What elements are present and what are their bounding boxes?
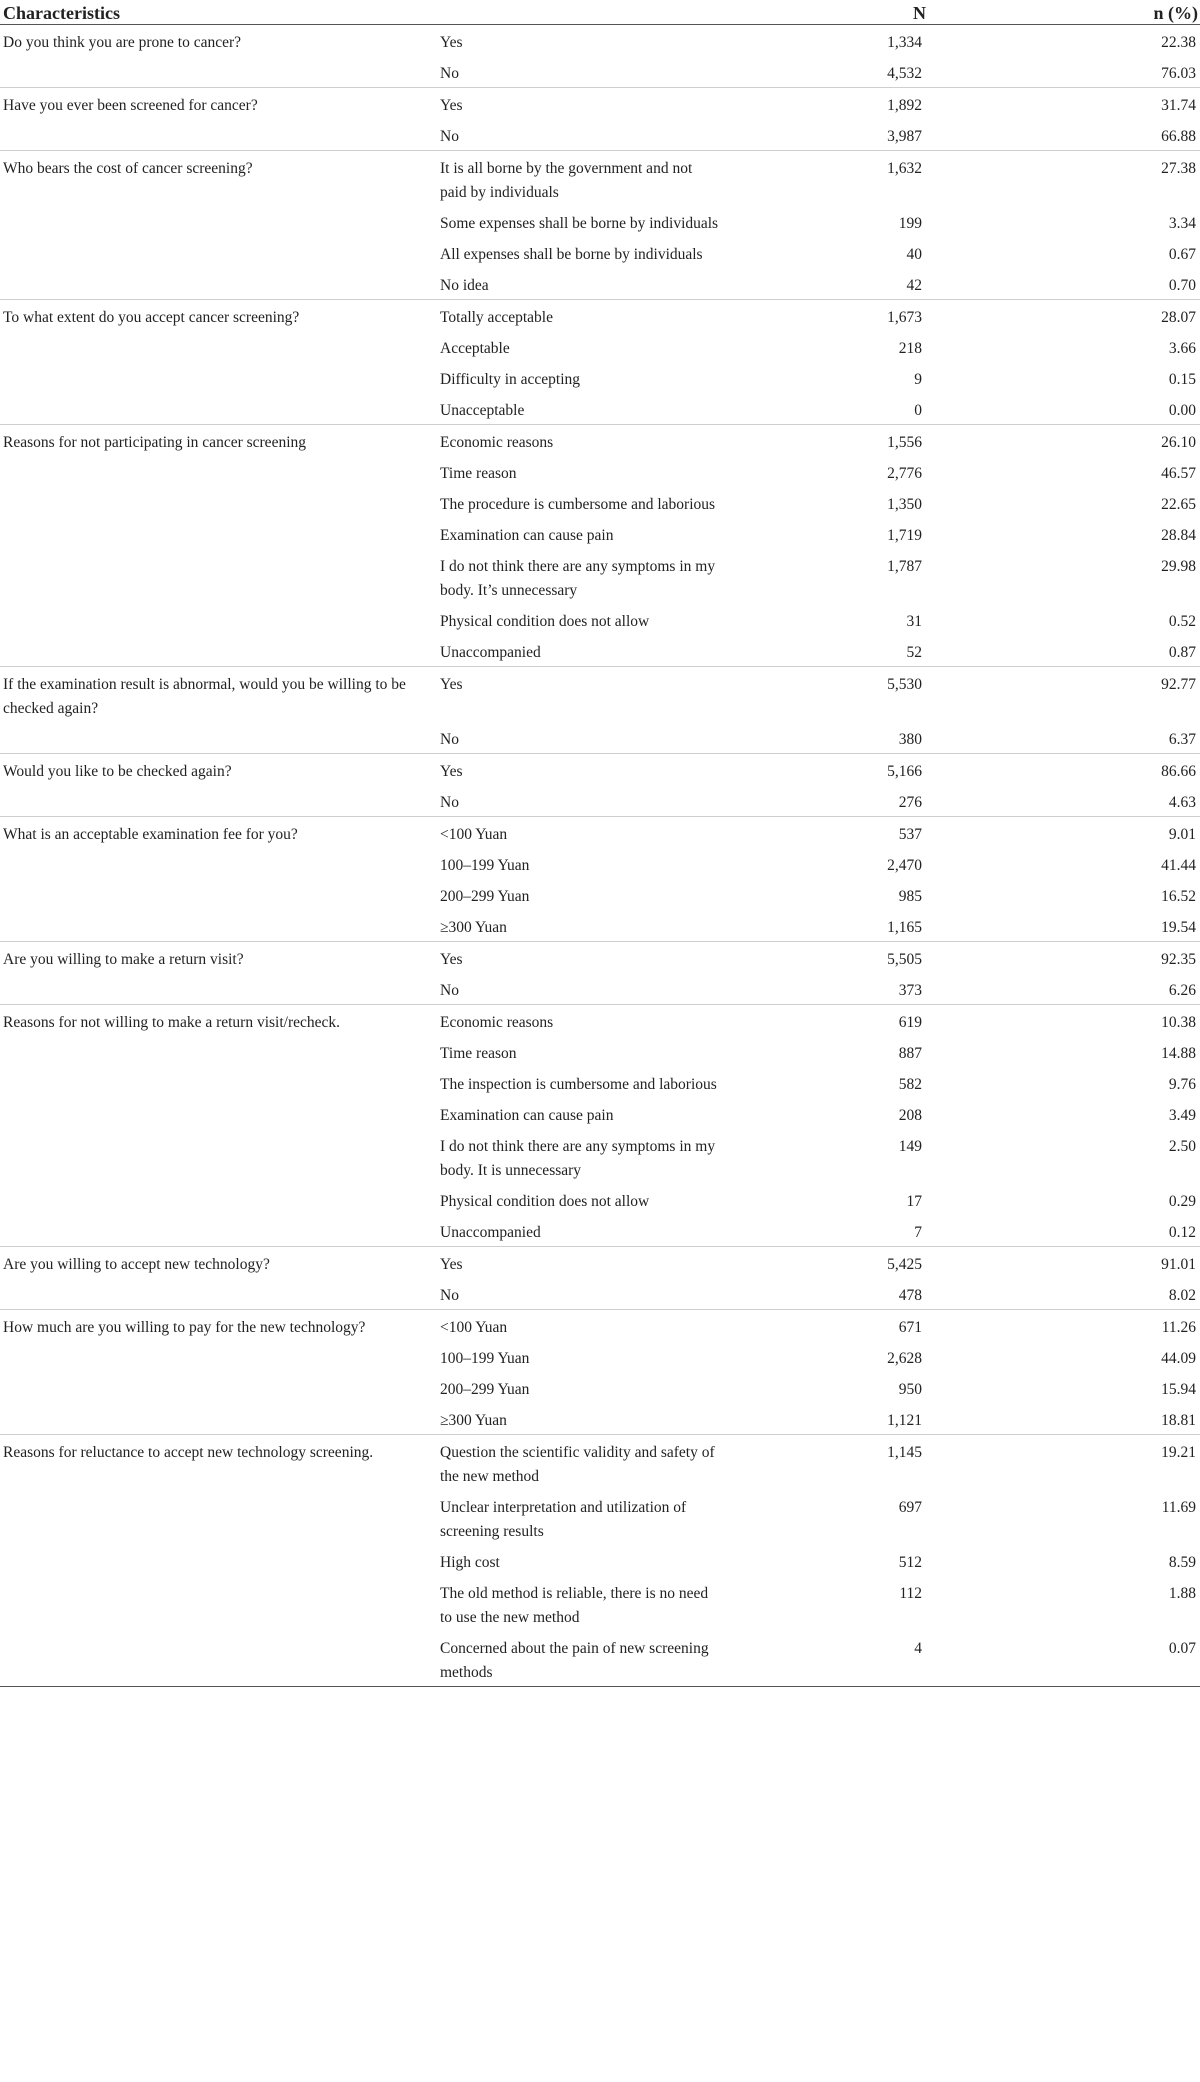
percent-cell: 31.74 [1161,97,1196,114]
question-cell-empty [0,1347,432,1371]
option-cell: ≥300 Yuan [440,1412,507,1429]
question-cell: To what extent do you accept cancer screening? [3,309,300,326]
option-cell: Economic reasons [440,1014,554,1031]
question-cell: Who bears the cost of cancer screening? [3,160,253,177]
table-row [0,151,1200,206]
question-group [0,754,1200,817]
option-cell: Unacceptable [440,402,525,419]
count-cell: 5,425 [887,1256,922,1273]
option-cell: Yes [440,97,463,114]
count-cell: 5,505 [887,951,922,968]
count-cell: 52 [906,644,922,661]
percent-cell: 0.12 [1168,1224,1196,1241]
table-row [0,1184,1200,1215]
table-row [0,817,1200,848]
table-row [0,848,1200,879]
question-cell: Are you willing to make a return visit? [3,951,244,968]
option-cell: Some expenses shall be borne by individuals [440,215,719,232]
option-cell: No [440,731,459,748]
question-cell-empty [0,1378,432,1402]
count-cell: 149 [898,1138,922,1155]
option-cell: No [440,65,459,82]
option-cell: Yes [440,676,463,693]
option-cell: High cost [440,1554,500,1571]
question-cell-empty [0,274,432,298]
percent-cell: 66.88 [1161,128,1196,145]
table-row [0,119,1200,150]
table-row [0,754,1200,785]
question-cell-empty [0,337,432,361]
table-row [0,425,1200,456]
count-cell: 1,350 [887,496,922,513]
question-cell-empty [0,1551,432,1575]
question-cell: Do you think you are prone to cancer? [3,34,242,51]
question-cell-empty [0,493,432,517]
question-cell-empty [0,243,432,267]
count-cell: 2,776 [887,465,922,482]
option-cell: No idea [440,277,489,294]
option-cell: Examination can cause pain [440,527,614,544]
count-cell: 40 [906,246,922,263]
question-group [0,425,1200,667]
percent-cell: 3.49 [1168,1107,1196,1124]
count-cell: 1,892 [887,97,922,114]
question-cell-empty [0,1496,432,1544]
percent-cell: 41.44 [1161,857,1196,874]
table-row [0,518,1200,549]
percent-cell: 91.01 [1161,1256,1196,1273]
question-cell: Reasons for not willing to make a return visit/recheck. [3,1014,341,1031]
percent-cell: 1.88 [1168,1585,1196,1602]
question-cell-empty [0,728,432,752]
percent-cell: 19.21 [1161,1444,1196,1461]
count-cell: 9 [914,371,922,388]
percent-cell: 9.01 [1168,826,1196,843]
question-cell-empty [0,1284,432,1308]
count-cell: 4 [914,1640,922,1657]
option-cell: Totally acceptable [440,309,553,326]
table-row [0,1278,1200,1309]
count-cell: 7 [914,1224,922,1241]
question-cell: If the examination result is abnormal, would you be willing to be checked again? [3,676,406,717]
option-cell: 100–199 Yuan [440,857,530,874]
percent-cell: 6.37 [1168,731,1196,748]
count-cell: 582 [898,1076,922,1093]
table-row [0,1545,1200,1576]
question-cell-empty [0,1073,432,1097]
percent-cell: 0.07 [1168,1640,1196,1657]
option-cell: It is all borne by the government and not paid by individuals [440,160,693,201]
count-cell: 1,556 [887,434,922,451]
question-cell-empty [0,555,432,603]
count-cell: 512 [898,1554,922,1571]
question-cell-empty [0,1042,432,1066]
percent-cell: 22.38 [1161,34,1196,51]
option-cell: Unclear interpretation and utilization of screening results [440,1499,687,1540]
percent-cell: 0.00 [1168,402,1196,419]
question-group [0,942,1200,1005]
table-row [0,25,1200,56]
question-cell-empty [0,212,432,236]
table-row [0,604,1200,635]
count-cell: 619 [898,1014,922,1031]
question-group [0,1247,1200,1310]
table-row [0,393,1200,424]
count-cell: 112 [899,1585,922,1602]
count-cell: 5,530 [887,676,922,693]
option-cell: Unaccompanied [440,1224,541,1241]
question-cell-empty [0,462,432,486]
option-cell: Unaccompanied [440,644,541,661]
option-cell: The procedure is cumbersome and laborious [440,496,716,513]
percent-cell: 11.26 [1161,1319,1196,1336]
option-cell: Yes [440,1256,463,1273]
table-row [0,237,1200,268]
table-row [0,1098,1200,1129]
count-cell: 2,470 [887,857,922,874]
count-cell: 671 [898,1319,922,1336]
table-row [0,1215,1200,1246]
option-cell: <100 Yuan [440,1319,508,1336]
option-cell: The inspection is cumbersome and laborious [440,1076,717,1093]
table-row [0,1005,1200,1036]
question-cell: Reasons for not participating in cancer screening [3,434,306,451]
percent-cell: 10.38 [1161,1014,1196,1031]
table-row [0,300,1200,331]
count-cell: 218 [898,340,922,357]
table-row [0,1631,1200,1686]
count-cell: 1,632 [887,160,922,177]
question-cell: Have you ever been screened for cancer? [3,97,258,114]
percent-cell: 0.70 [1168,277,1196,294]
option-cell: 200–299 Yuan [440,888,530,905]
table-row [0,1403,1200,1434]
table-row [0,1247,1200,1278]
question-cell: What is an acceptable examination fee for you? [3,826,298,843]
count-cell: 373 [898,982,922,999]
count-cell: 697 [898,1499,922,1516]
option-cell: No [440,982,459,999]
count-cell: 4,532 [887,65,922,82]
table-row [0,973,1200,1004]
count-cell: 380 [898,731,922,748]
question-cell: Would you like to be checked again? [3,763,232,780]
count-cell: 17 [906,1193,922,1210]
table-row [0,1310,1200,1341]
count-cell: 199 [898,215,922,232]
count-cell: 1,165 [887,919,922,936]
table-row [0,1067,1200,1098]
table-row [0,879,1200,910]
option-cell: Economic reasons [440,434,554,451]
percent-cell: 8.59 [1168,1554,1196,1571]
percent-cell: 19.54 [1161,919,1196,936]
question-group [0,1310,1200,1435]
count-cell: 985 [898,888,922,905]
count-cell: 478 [898,1287,922,1304]
table-row [0,722,1200,753]
count-cell: 3,987 [887,128,922,145]
count-cell: 950 [898,1381,922,1398]
table-header [0,0,1200,25]
count-cell: 537 [898,826,922,843]
percent-cell: 3.34 [1168,215,1196,232]
question-cell-empty [0,854,432,878]
question-group [0,25,1200,88]
count-cell: 1,719 [887,527,922,544]
percent-cell: 3.66 [1168,340,1196,357]
question-cell-empty [0,125,432,149]
option-cell: Question the scientific validity and safety of the new method [440,1444,715,1485]
header-percent: n (%) [1153,3,1198,23]
count-cell: 208 [898,1107,922,1124]
count-cell: 0 [914,402,922,419]
percent-cell: 16.52 [1161,888,1196,905]
option-cell: Time reason [440,1045,517,1062]
option-cell: I do not think there are any symptoms in my body. It is unnecessary [440,1138,716,1179]
option-cell: Time reason [440,465,517,482]
count-cell: 887 [898,1045,922,1062]
count-cell: 1,673 [887,309,922,326]
question-cell-empty [0,399,432,423]
question-cell-empty [0,610,432,634]
percent-cell: 0.15 [1168,371,1196,388]
option-cell: Acceptable [440,340,510,357]
option-cell: Concerned about the pain of new screening methods [440,1640,709,1681]
table-row [0,1435,1200,1490]
option-cell: The old method is reliable, there is no need to use the new method [440,1585,709,1626]
table-body [0,25,1200,1687]
count-cell: 1,145 [887,1444,922,1461]
option-cell: No [440,128,459,145]
table-row [0,635,1200,666]
option-cell: All expenses shall be borne by individuals [440,246,703,263]
question-group [0,300,1200,425]
header-characteristics: Characteristics [3,3,120,23]
table-row [0,56,1200,87]
percent-cell: 86.66 [1161,763,1196,780]
percent-cell: 92.77 [1161,676,1196,693]
question-group [0,88,1200,151]
count-cell: 2,628 [887,1350,922,1367]
percent-cell: 9.76 [1168,1076,1196,1093]
question-cell: Are you willing to accept new technology? [3,1256,270,1273]
option-cell: Physical condition does not allow [440,1193,650,1210]
option-cell: ≥300 Yuan [440,919,507,936]
question-group [0,1005,1200,1247]
question-cell-empty [0,641,432,665]
percent-cell: 28.84 [1161,527,1196,544]
header-n: N [913,3,926,23]
table-row [0,88,1200,119]
question-group [0,817,1200,942]
count-cell: 5,166 [887,763,922,780]
option-cell: <100 Yuan [440,826,508,843]
question-cell-empty [0,1190,432,1214]
count-cell: 1,334 [887,34,922,51]
percent-cell: 11.69 [1161,1499,1196,1516]
percent-cell: 15.94 [1161,1381,1196,1398]
percent-cell: 44.09 [1161,1350,1196,1367]
question-cell-empty [0,1135,432,1183]
percent-cell: 18.81 [1161,1412,1196,1429]
question-group [0,151,1200,300]
option-cell: Physical condition does not allow [440,613,650,630]
question-cell: How much are you willing to pay for the new technology? [3,1319,366,1336]
percent-cell: 46.57 [1161,465,1196,482]
option-cell: Examination can cause pain [440,1107,614,1124]
option-cell: No [440,1287,459,1304]
question-cell-empty [0,524,432,548]
percent-cell: 22.65 [1161,496,1196,513]
table-row [0,549,1200,604]
question-cell-empty [0,979,432,1003]
option-cell: 100–199 Yuan [440,1350,530,1367]
table-row [0,362,1200,393]
percent-cell: 4.63 [1168,794,1196,811]
percent-cell: 27.38 [1161,160,1196,177]
count-cell: 1,121 [887,1412,922,1429]
percent-cell: 76.03 [1161,65,1196,82]
question-cell-empty [0,1221,432,1245]
count-cell: 1,787 [887,558,922,575]
question-cell-empty [0,885,432,909]
table-row [0,1490,1200,1545]
percent-cell: 29.98 [1161,558,1196,575]
percent-cell: 28.07 [1161,309,1196,326]
table-row [0,667,1200,722]
percent-cell: 26.10 [1161,434,1196,451]
option-cell: Difficulty in accepting [440,371,581,388]
percent-cell: 14.88 [1161,1045,1196,1062]
table-row [0,1372,1200,1403]
table-row [0,268,1200,299]
count-cell: 42 [906,277,922,294]
question-cell-empty [0,1104,432,1128]
question-cell-empty [0,1582,432,1630]
table-row [0,1036,1200,1067]
table-row [0,785,1200,816]
percent-cell: 0.67 [1168,246,1196,263]
percent-cell: 2.50 [1168,1138,1196,1155]
percent-cell: 8.02 [1168,1287,1196,1304]
question-group [0,1435,1200,1687]
question-cell-empty [0,916,432,940]
question-cell-empty [0,1637,432,1685]
table-row [0,942,1200,973]
option-cell: Yes [440,763,463,780]
table-row [0,487,1200,518]
question-cell-empty [0,1409,432,1433]
count-cell: 276 [898,794,922,811]
option-cell: 200–299 Yuan [440,1381,530,1398]
question-cell: Reasons for reluctance to accept new technology screening. [3,1444,374,1461]
option-cell: Yes [440,34,463,51]
question-cell-empty [0,368,432,392]
option-cell: Yes [440,951,463,968]
percent-cell: 0.87 [1168,644,1196,661]
percent-cell: 0.29 [1168,1193,1196,1210]
table-row [0,1129,1200,1184]
table-row [0,331,1200,362]
option-cell: I do not think there are any symptoms in my body. It’s unnecessary [440,558,716,599]
table-row [0,206,1200,237]
option-cell: No [440,794,459,811]
count-cell: 31 [906,613,922,630]
percent-cell: 6.26 [1168,982,1196,999]
table-row [0,456,1200,487]
table-row [0,910,1200,941]
table-row [0,1341,1200,1372]
percent-cell: 92.35 [1161,951,1196,968]
question-cell-empty [0,791,432,815]
table-row [0,1576,1200,1631]
question-cell-empty [0,62,432,86]
percent-cell: 0.52 [1168,613,1196,630]
question-group [0,667,1200,754]
